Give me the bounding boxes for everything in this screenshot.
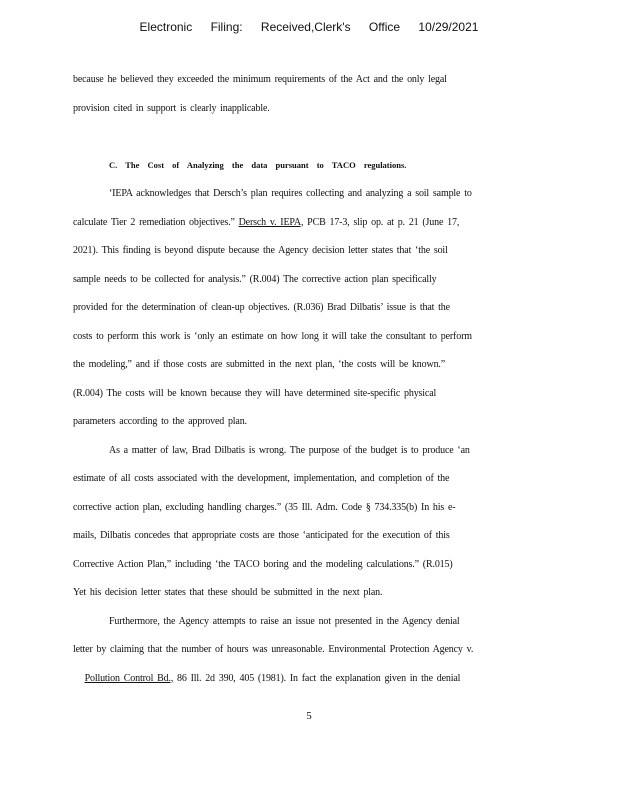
text-line: mails, Dilbatis concedes that appropriate costs are those ‘anticipated for the execution of this (73, 530, 450, 541)
text-fragment: 86 Ill. 2d 390, 405 (1981). In fact the explanation given in the denial (173, 672, 461, 684)
text-line: corrective action plan, excluding handling charges.” (35 Ill. Adm. Code § 734.335(b) In his e- (73, 501, 456, 513)
header-electronic: Electronic (139, 20, 193, 34)
text-line: Corrective Action Plan,” including ‘the TACO boring and the modeling calculations.” (R.015) (73, 558, 453, 570)
text-fragment: calculate Tier 2 remediation objectives.” (73, 216, 239, 228)
text-line: the modeling,” and if those costs are submitted in the next plan, ‘the costs will be known.” (73, 359, 446, 370)
text-line: because he believed they exceeded the minimum requirements of the Act and the only legal (73, 74, 447, 85)
text-line: Yet his decision letter states that these should be submitted in the next plan. (73, 587, 383, 598)
intro-paragraph (73, 66, 543, 123)
header-received: Received,Clerk's (260, 20, 351, 34)
text-line (73, 665, 543, 694)
text-line: (R.004) The costs will be known because they will have determined site-specific physical (73, 387, 437, 399)
text-line: ‘IEPA acknowledges that Dersch’s plan requires collecting and analyzing a soil sample to (109, 188, 472, 199)
filing-header (0, 20, 618, 34)
page-number: 5 (306, 710, 312, 722)
case-citation: Pollution Control Bd., (84, 672, 174, 684)
header-office: Office (368, 20, 401, 34)
text-line: letter by claiming that the number of hours was unreasonable. Environmental Protection Agency v. (73, 644, 474, 655)
text-line: parameters according to the approved plan. (73, 416, 247, 427)
body-paragraphs (73, 180, 543, 693)
text-line: costs to perform this work is ‘only an estimate on how long it will take the consultant to perform (73, 330, 472, 342)
text-line (73, 209, 543, 238)
case-citation: Dersch v. IEPA, (238, 216, 304, 228)
text-line: provision cited in support is clearly inapplicable. (73, 102, 270, 114)
text-fragment: PCB 17-3, slip op. at p. 21 (June 17, (303, 216, 460, 228)
text-line: 2021). This finding is beyond dispute because the Agency decision letter states that ‘the soil (73, 245, 448, 256)
text-line: estimate of all costs associated with the development, implementation, and completion of the (73, 473, 450, 484)
text-line: provided for the determination of clean-up objectives. (R.036) Brad Dilbatis’ issue is that the (73, 302, 450, 313)
section-heading: C. The Cost of Analyzing the data pursuant to TACO regulations. (109, 160, 407, 170)
text-line: sample needs to be collected for analysis.” (R.004) The corrective action plan specifically (73, 273, 437, 285)
text-line: Furthermore, the Agency attempts to raise an issue not presented in the Agency denial (109, 615, 460, 627)
text-line: As a matter of law, Brad Dilbatis is wrong. The purpose of the budget is to produce ‘an (109, 444, 470, 456)
header-date: 10/29/2021 (418, 20, 479, 34)
header-filing: Filing: (210, 20, 243, 34)
